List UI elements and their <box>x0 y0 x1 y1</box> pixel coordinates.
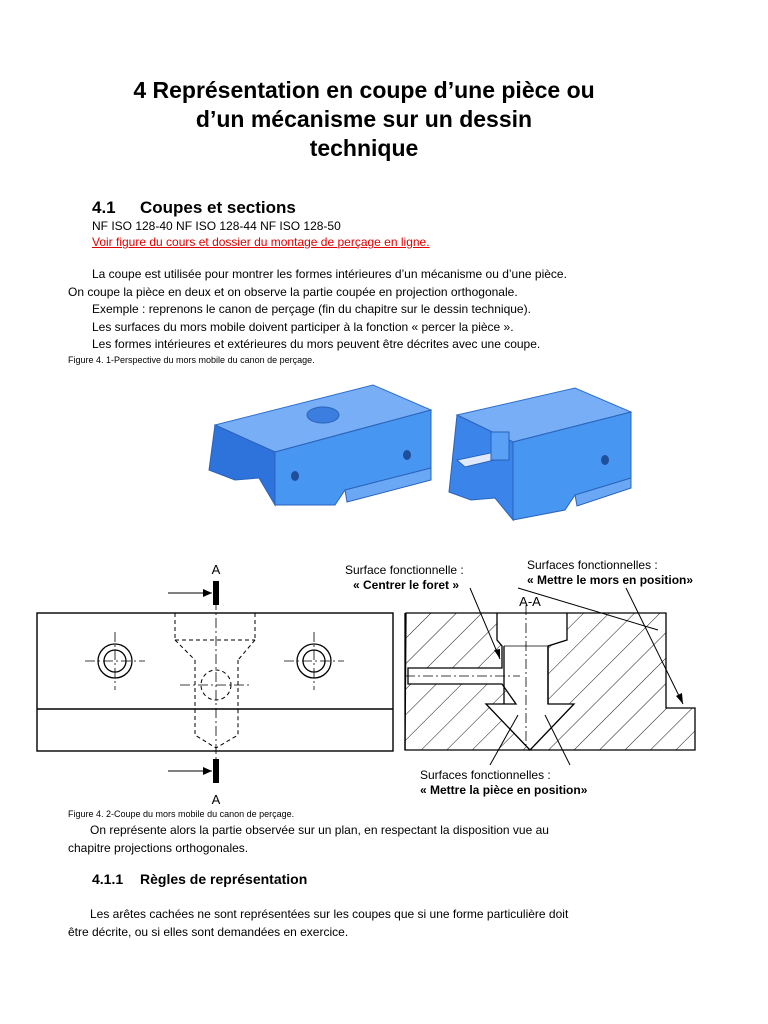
figure1-caption: Figure 4. 1-Perspective du mors mobile du canon de perçage. <box>68 355 315 365</box>
page-title: 4 Représentation en coupe d’une pièce ou d’un mécanisme sur un dessin technique <box>133 77 595 161</box>
intro-line: On coupe la pièce en deux et on observe la partie coupée en projection orthogonale. <box>68 284 518 299</box>
figure2-caption: Figure 4. 2-Coupe du mors mobile du canon de perçage. <box>68 809 295 819</box>
label1-line1: Surface fonctionnelle : <box>345 563 464 577</box>
cut-label-bottom: A <box>211 792 221 807</box>
section-view <box>405 588 695 765</box>
course-link[interactable]: Voir figure du cours et dossier du montage de perçage en ligne. <box>92 235 430 249</box>
label3-line1: Surfaces fonctionnelles : <box>420 768 551 782</box>
rules-paragraph <box>68 906 718 941</box>
part-full-3d <box>209 385 431 505</box>
intro-line: Les formes intérieures et extérieures du mors peuvent être décrites avec une coupe. <box>92 337 541 351</box>
label-mettre-mors <box>527 558 693 588</box>
section-drawing-figure <box>0 560 768 810</box>
section-number: 4.1 <box>92 198 116 217</box>
section-label: A-A <box>519 594 541 609</box>
part-cut-3d <box>449 388 631 520</box>
label3-line2: « Mettre la pièce en position» <box>420 783 588 797</box>
rules-line: Les arêtes cachées ne sont représentées sur les coupes que si une forme particulière doit <box>90 907 569 921</box>
rules-line: être décrite, ou si elles sont demandées en exercice. <box>68 924 349 939</box>
subsection-number: 4.1.1 <box>92 871 124 887</box>
after-paragraph <box>68 822 708 857</box>
label1-line2: « Centrer le foret » <box>353 578 460 592</box>
intro-paragraph <box>68 266 567 354</box>
front-view <box>37 562 393 807</box>
after-line: chapitre projections orthogonales. <box>68 840 249 855</box>
label-mettre-piece <box>420 768 587 798</box>
after-line: On représente alors la partie observée sur un plan, en respectant la disposition vue au <box>90 823 549 837</box>
subsection-heading <box>92 871 307 887</box>
label2-line2: « Mettre le mors en position» <box>527 573 694 587</box>
part-perspective-figure <box>195 370 635 540</box>
norms-reference: NF ISO 128-40 NF ISO 128-44 NF ISO 128-50 <box>92 219 341 233</box>
intro-line: Les surfaces du mors mobile doivent participer à la fonction « percer la pièce ». <box>92 319 514 334</box>
cut-label-top: A <box>211 562 221 577</box>
intro-line: Exemple : reprenons le canon de perçage (fin du chapitre sur le dessin technique). <box>92 302 531 316</box>
section-title: Coupes et sections <box>140 198 296 217</box>
subsection-title: Règles de représentation <box>140 871 308 887</box>
intro-line: La coupe est utilisée pour montrer les formes intérieures d’un mécanisme ou d’une pièce. <box>92 267 567 281</box>
label2-line1: Surfaces fonctionnelles : <box>527 558 658 572</box>
label-centrer-foret <box>345 563 464 593</box>
section-heading <box>92 198 296 218</box>
